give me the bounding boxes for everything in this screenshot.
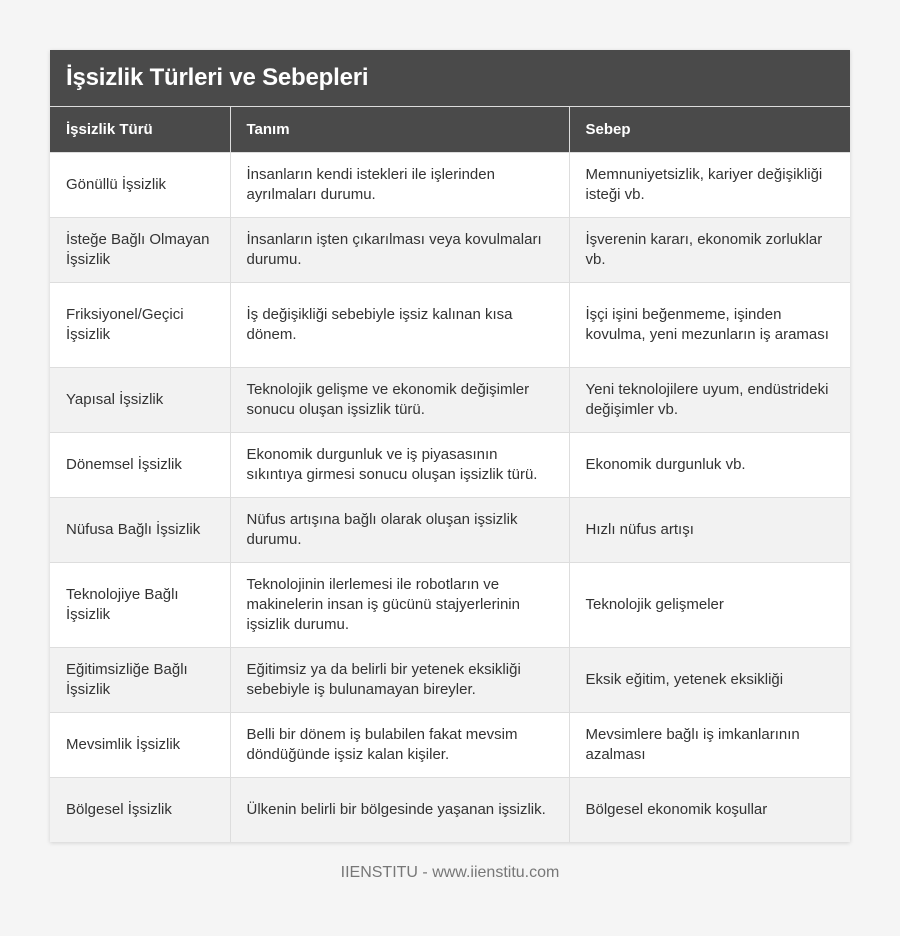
cell-definition: Belli bir dönem iş bulabilen fakat mevsim döndüğünde işsiz kalan kişiler.	[230, 712, 569, 777]
footer-credit: IIENSTITU - www.iienstitu.com	[340, 864, 560, 881]
cell-type: Dönemsel İşsizlik	[50, 432, 230, 497]
cell-definition: İnsanların işten çıkarılması veya kovulmaları durumu.	[230, 217, 569, 282]
table-row	[50, 367, 850, 432]
cell-cause: Mevsimlere bağlı iş imkanlarının azalması	[569, 712, 850, 777]
cell-definition: Nüfus artışına bağlı olarak oluşan işsizlik durumu.	[230, 497, 569, 562]
cell-definition: Eğitimsiz ya da belirli bir yetenek eksikliği sebebiyle iş bulunamayan bireyler.	[230, 647, 569, 712]
column-header-type: İşsizlik Türü	[50, 107, 230, 152]
cell-cause: Hızlı nüfus artışı	[569, 497, 850, 562]
cell-type: Mevsimlik İşsizlik	[50, 712, 230, 777]
table-row	[50, 497, 850, 562]
table-row	[50, 282, 850, 367]
cell-type: İsteğe Bağlı Olmayan İşsizlik	[50, 217, 230, 282]
cell-cause: Ekonomik durgunluk vb.	[569, 432, 850, 497]
cell-type: Eğitimsizliğe Bağlı İşsizlik	[50, 647, 230, 712]
table-row	[50, 647, 850, 712]
table-row	[50, 152, 850, 217]
table-row	[50, 432, 850, 497]
table-header-row	[50, 107, 850, 152]
cell-definition: Teknolojik gelişme ve ekonomik değişimler sonucu oluşan işsizlik türü.	[230, 367, 569, 432]
cell-definition: Ekonomik durgunluk ve iş piyasasının sıkıntıya girmesi sonucu oluşan işsizlik türü.	[230, 432, 569, 497]
cell-definition: İnsanların kendi istekleri ile işlerinden ayrılmaları durumu.	[230, 152, 569, 217]
table-row	[50, 777, 850, 842]
cell-type: Yapısal İşsizlik	[50, 367, 230, 432]
unemployment-table	[50, 107, 850, 842]
column-header-definition: Tanım	[230, 107, 569, 152]
table-row	[50, 562, 850, 647]
cell-type: Nüfusa Bağlı İşsizlik	[50, 497, 230, 562]
cell-definition: İş değişikliği sebebiyle işsiz kalınan kısa dönem.	[230, 282, 569, 367]
table-row	[50, 217, 850, 282]
cell-cause: Yeni teknolojilere uyum, endüstrideki değişimler vb.	[569, 367, 850, 432]
cell-type: Gönüllü İşsizlik	[50, 152, 230, 217]
column-header-cause: Sebep	[569, 107, 850, 152]
cell-cause: Memnuniyetsizlik, kariyer değişikliği isteği vb.	[569, 152, 850, 217]
cell-cause: İşçi işini beğenmeme, işinden kovulma, yeni mezunların iş araması	[569, 282, 850, 367]
cell-type: Friksiyonel/Geçici İşsizlik	[50, 282, 230, 367]
table-row	[50, 712, 850, 777]
cell-definition: Teknolojinin ilerlemesi ile robotların ve makinelerin insan iş gücünü stajyerlerinin işsizlik durumu.	[230, 562, 569, 647]
cell-type: Teknolojiye Bağlı İşsizlik	[50, 562, 230, 647]
cell-definition: Ülkenin belirli bir bölgesinde yaşanan işsizlik.	[230, 777, 569, 842]
cell-cause: İşverenin kararı, ekonomik zorluklar vb.	[569, 217, 850, 282]
cell-cause: Eksik eğitim, yetenek eksikliği	[569, 647, 850, 712]
table-card	[50, 50, 850, 842]
page-title: İşsizlik Türleri ve Sebepleri	[66, 64, 369, 91]
cell-type: Bölgesel İşsizlik	[50, 777, 230, 842]
title-bar	[50, 50, 850, 107]
cell-cause: Teknolojik gelişmeler	[569, 562, 850, 647]
cell-cause: Bölgesel ekonomik koşullar	[569, 777, 850, 842]
